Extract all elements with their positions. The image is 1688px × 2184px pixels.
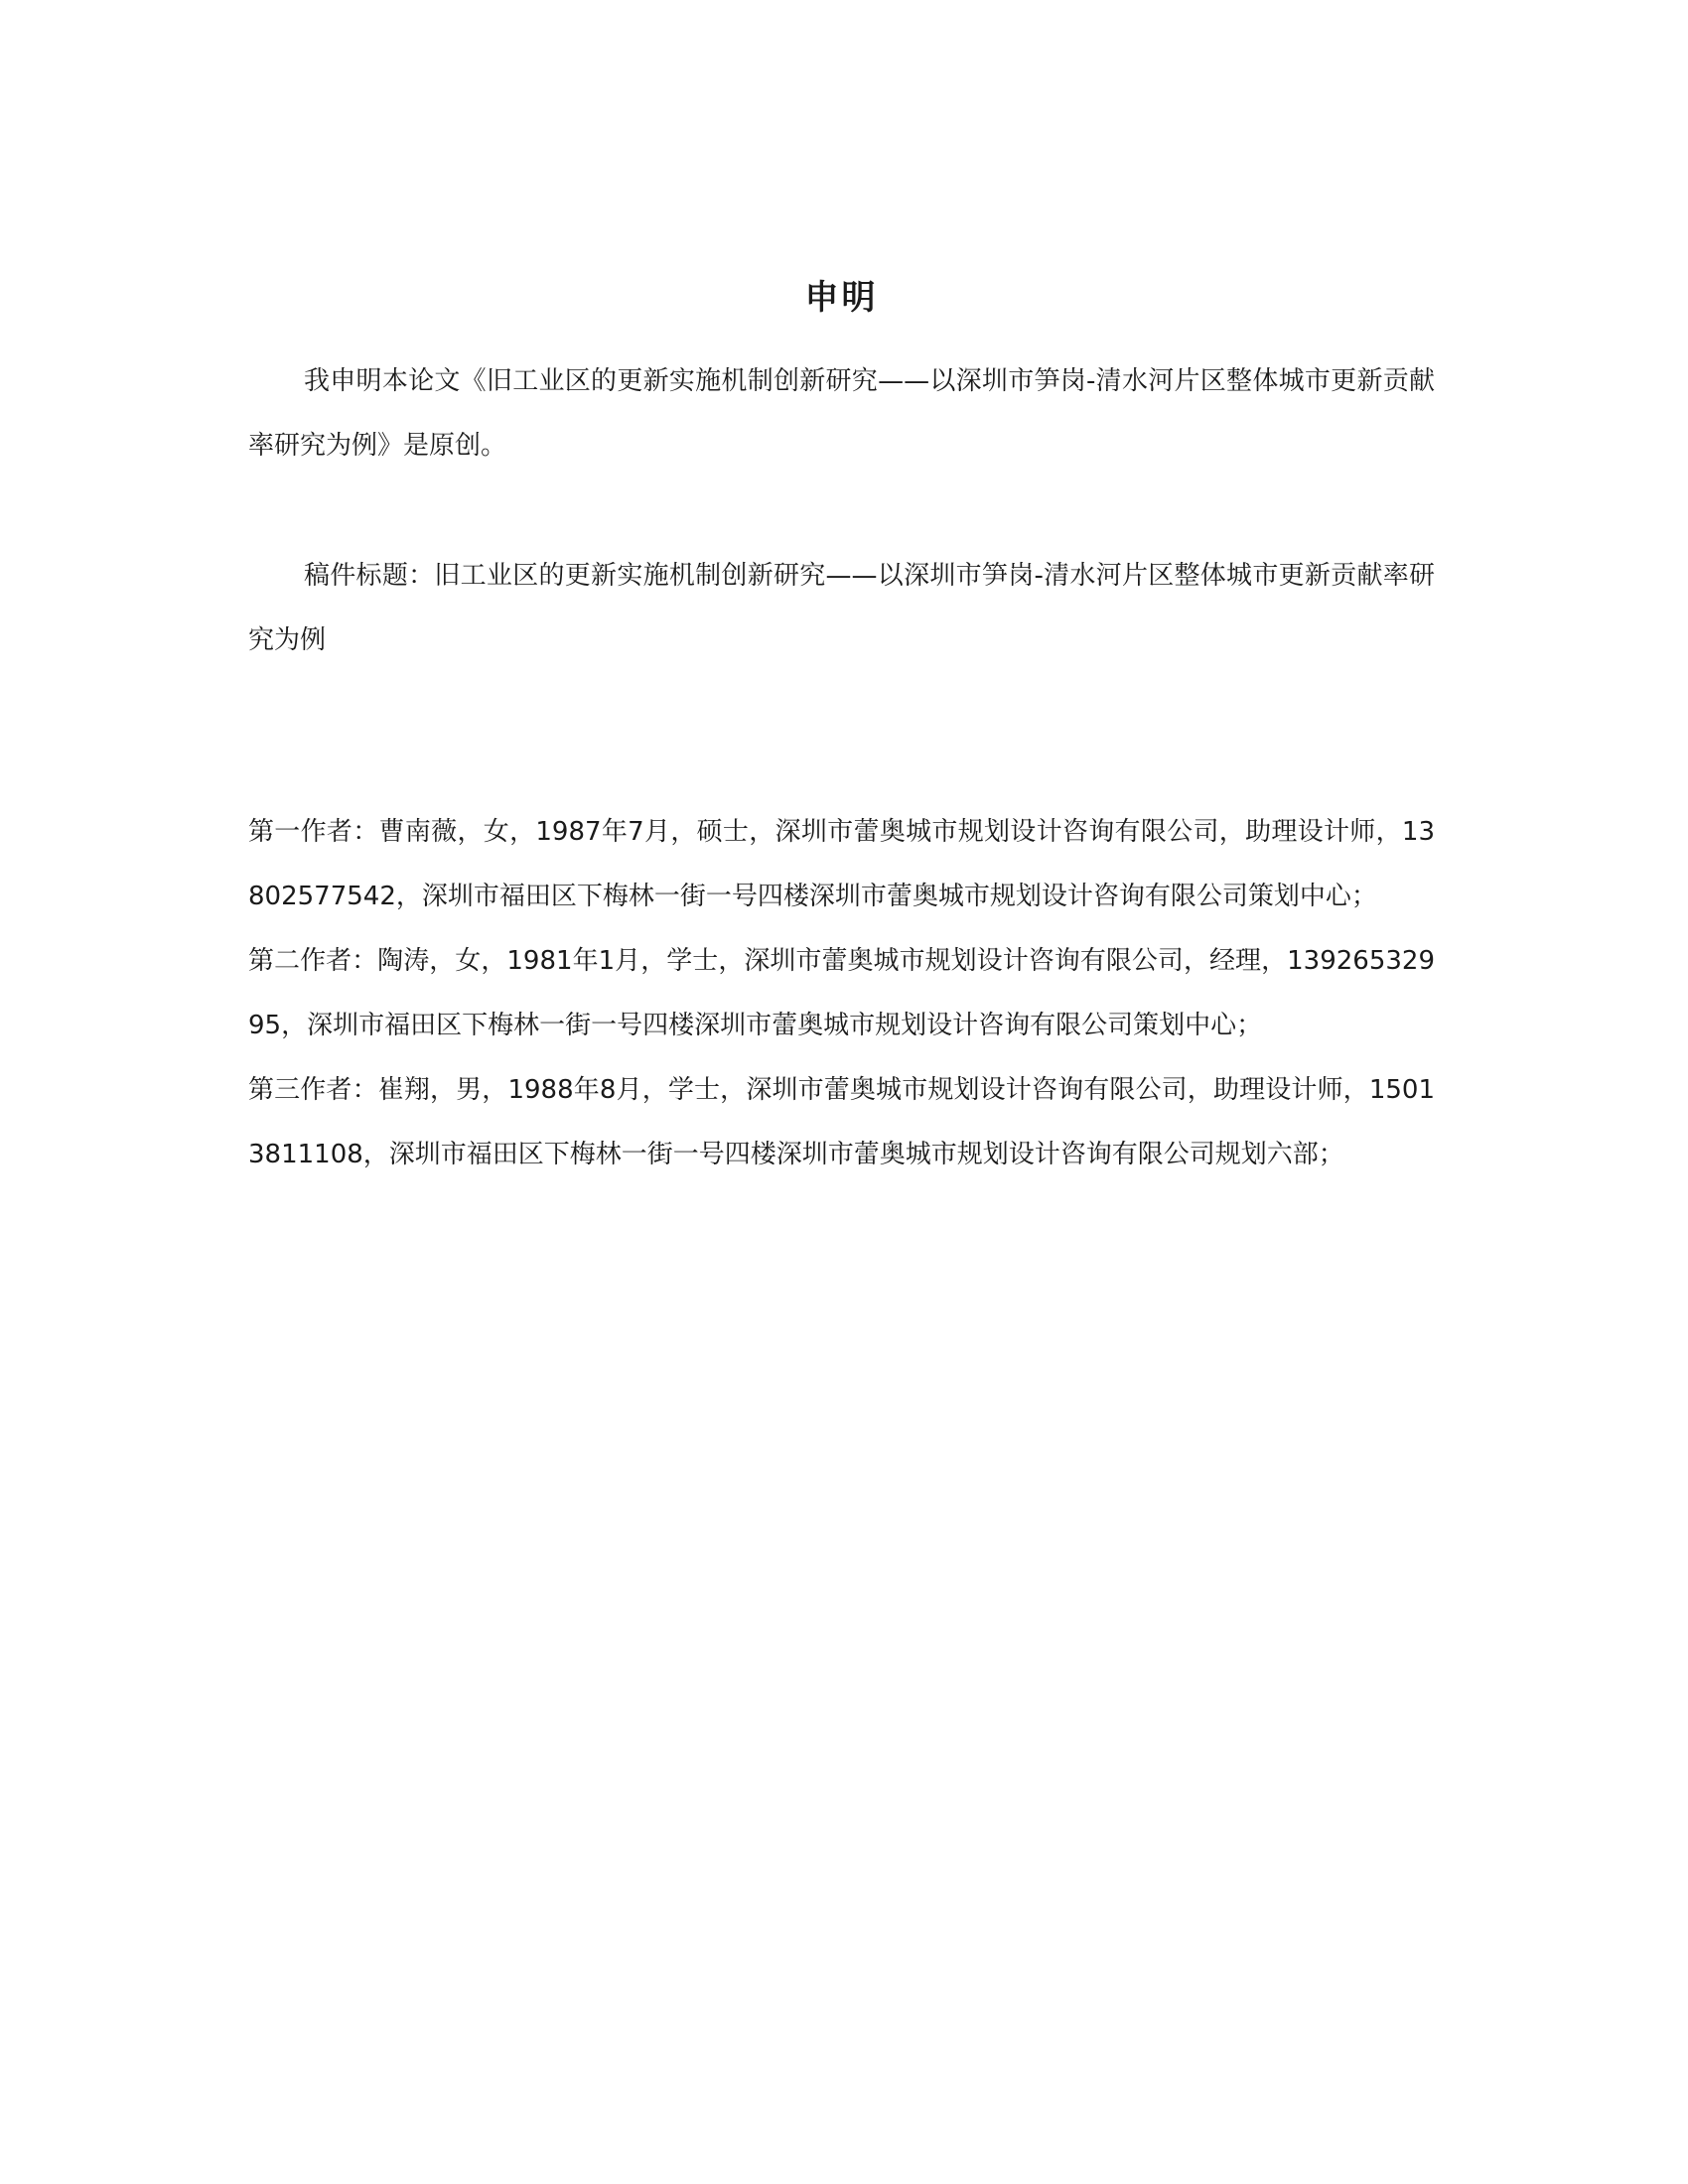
- author-second: 第二作者：陶涛，女，1981年1月，学士，深圳市蕾奥城市规划设计咨询有限公司，经理，13926532995，深圳市福田区下梅林一街一号四楼深圳市蕾奥城市规划设计咨询有限公司策划中心；: [248, 946, 1435, 1040]
- author-third: 第三作者：崔翔，男，1988年8月，学士，深圳市蕾奥城市规划设计咨询有限公司，助理设计师，15013811108，深圳市福田区下梅林一街一号四楼深圳市蕾奥城市规划设计咨询有限公司规划六部；: [248, 1075, 1435, 1169]
- document-page: [248, 268, 1435, 1187]
- page-title: 申明: [804, 278, 879, 318]
- manuscript-title: 稿件标题：旧工业区的更新实施机制创新研究——以深圳市笋岗-清水河片区整体城市更新贡献率研究为例: [248, 561, 1435, 655]
- author-first: 第一作者：曹南薇，女，1987年7月，硕士，深圳市蕾奥城市规划设计咨询有限公司，助理设计师，13802577542，深圳市福田区下梅林一街一号四楼深圳市蕾奥城市规划设计咨询有限公司策划中心；: [248, 817, 1435, 911]
- spacer: [248, 673, 1435, 800]
- originality-statement: 我申明本论文《旧工业区的更新实施机制创新研究——以深圳市笋岗-清水河片区整体城市更新贡献率研究为例》是原创。: [248, 366, 1435, 461]
- spacer: [248, 478, 1435, 544]
